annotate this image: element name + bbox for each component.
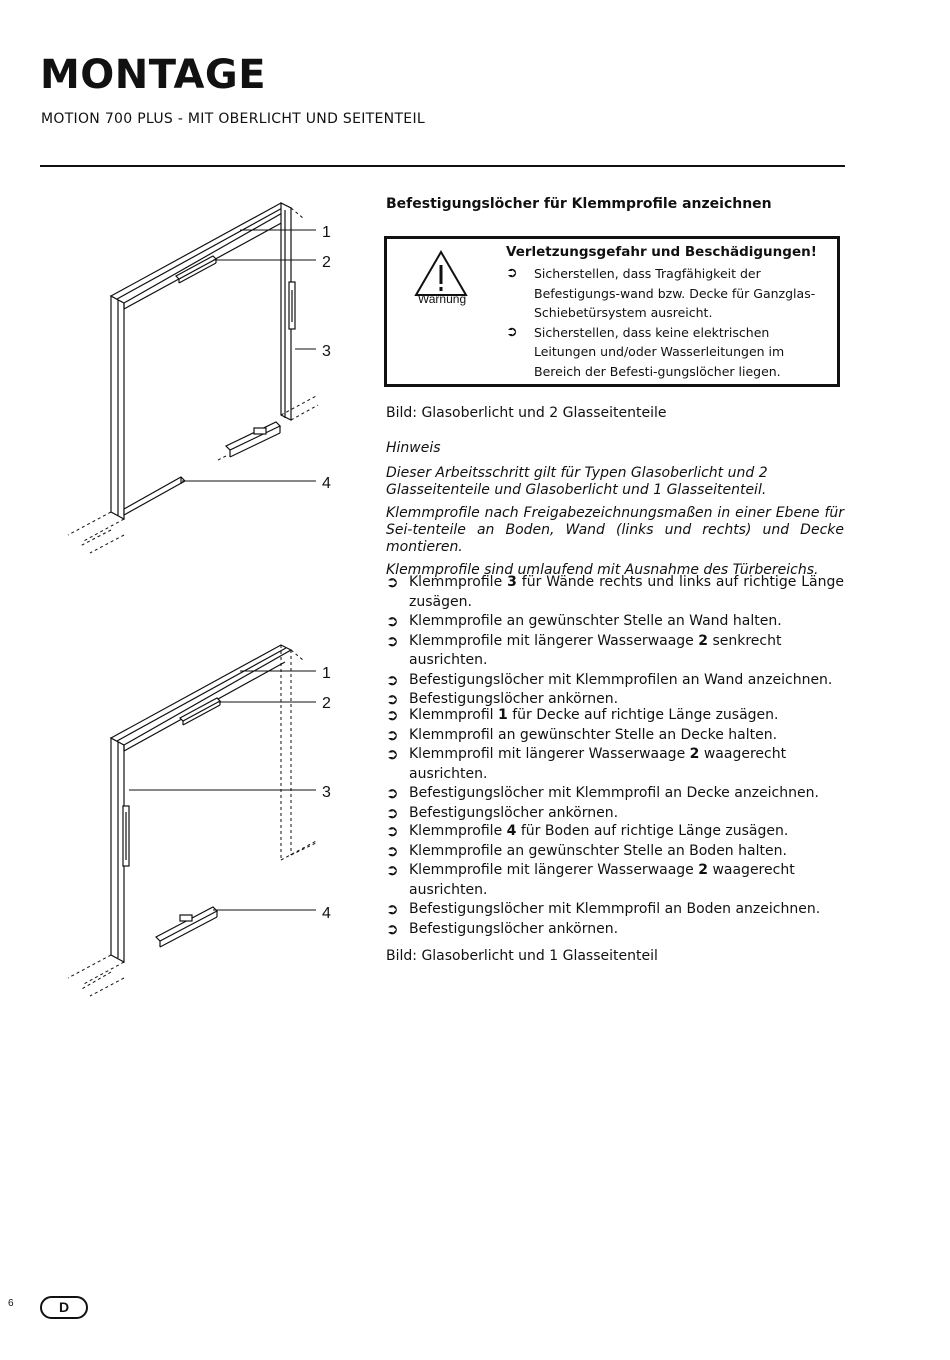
arrow-bullet-icon: ➲ — [386, 631, 399, 650]
figure-caption-1: Bild: Glasoberlicht und 2 Glasseitenteile — [386, 405, 667, 421]
step-text: Befestigungslöcher mit Klemmprofil an Boden anzeichnen. — [409, 901, 821, 917]
hinweis-heading: Hinweis — [386, 440, 441, 456]
figure2-label-4: 4 — [322, 905, 331, 922]
arrow-bullet-icon: ➲ — [386, 573, 399, 591]
step-item — [386, 804, 844, 824]
language-badge: D — [40, 1296, 88, 1319]
figure1-label-3: 3 — [322, 343, 331, 360]
figure1-label-1: 1 — [322, 224, 331, 241]
arrow-bullet-icon: ➲ — [386, 784, 399, 802]
step-text: Befestigungslöcher ankörnen. — [409, 691, 619, 707]
steps-floor — [386, 822, 844, 939]
step-item — [386, 612, 844, 632]
step-item — [386, 842, 844, 862]
steps-wall — [386, 573, 844, 710]
step-text: Klemmprofile an gewünschter Stelle an Boden halten. — [409, 842, 787, 859]
arrow-bullet-icon: ➲ — [386, 612, 399, 630]
figure-glasoberlicht-2-seitenteile — [60, 195, 360, 560]
step-text: Klemmprofil mit längerer Wasserwaage 2 waagerecht ausrichten. — [409, 746, 787, 782]
step-text: Befestigungslöcher ankörnen. — [409, 804, 619, 821]
step-text: Klemmprofil an gewünschter Stelle an Decke halten. — [409, 726, 778, 743]
step-text: Klemmprofile 4 für Boden auf richtige Länge zusägen. — [409, 823, 789, 839]
hinweis-paragraph: Dieser Arbeitsschritt gilt für Typen Glasoberlicht und 2 Glasseitenteile und Glasoberlicht und 1 Glasseitenteil. — [386, 465, 768, 498]
step-item — [386, 726, 844, 746]
step-item — [386, 920, 844, 940]
figure2-label-3: 3 — [322, 784, 331, 801]
arrow-bullet-icon: ➲ — [386, 822, 399, 840]
figure-glasoberlicht-1-seitenteil — [60, 630, 360, 1000]
hinweis-paragraph: Klemmprofile sind umlaufend mit Ausnahme des Türbereichs. — [386, 562, 819, 578]
figure2-label-1: 1 — [322, 665, 331, 682]
step-item — [386, 671, 844, 691]
arrow-bullet-icon: ➲ — [386, 690, 399, 708]
step-text: Klemmprofile mit längerer Wasserwaage 2 waagerecht ausrichten. — [409, 862, 795, 898]
page-subtitle: MOTION 700 PLUS - MIT OBERLICHT UND SEITENTEIL — [41, 111, 425, 127]
step-item — [386, 900, 844, 920]
figure1-label-2: 2 — [322, 254, 331, 271]
arrow-bullet-icon: ➲ — [506, 323, 518, 340]
step-text: Klemmprofile 3 für Wände rechts und links auf richtige Länge zusägen. — [409, 574, 844, 610]
arrow-bullet-icon: ➲ — [386, 900, 399, 918]
step-text: Befestigungslöcher ankörnen. — [409, 920, 619, 937]
warning-label: Warnung — [417, 292, 467, 306]
step-item — [386, 632, 844, 671]
arrow-bullet-icon: ➲ — [386, 861, 399, 879]
step-item — [386, 822, 844, 842]
arrow-bullet-icon: ➲ — [386, 725, 399, 744]
step-text: Klemmprofile an gewünschter Stelle an Wand halten. — [409, 613, 782, 629]
arrow-bullet-icon: ➲ — [386, 706, 399, 724]
step-item — [386, 706, 844, 726]
arrow-bullet-icon: ➲ — [386, 841, 399, 860]
warning-bullet-text: Sicherstellen, dass Tragfähigkeit der Befestigungs-wand bzw. Decke für Ganzglas-Schiebetürsystem ausreicht. — [534, 266, 816, 320]
arrow-bullet-icon: ➲ — [386, 803, 399, 822]
step-text: Klemmprofil 1 für Decke auf richtige Länge zusägen. — [409, 707, 779, 723]
arrow-bullet-icon: ➲ — [386, 919, 399, 938]
step-item — [386, 861, 844, 900]
section-heading: Befestigungslöcher für Klemmprofile anzeichnen — [386, 196, 772, 212]
page-number: 6 — [8, 1298, 14, 1309]
step-text: Befestigungslöcher mit Klemmprofilen an Wand anzeichnen. — [409, 671, 833, 688]
steps-ceiling — [386, 706, 844, 823]
step-text: Klemmprofile mit längerer Wasserwaage 2 senkrecht ausrichten. — [409, 632, 782, 668]
arrow-bullet-icon: ➲ — [386, 670, 399, 689]
hinweis-paragraph: Klemmprofile nach Freigabezeichnungsmaßen in einer Ebene für Sei-tenteile an Boden, Wand (links und rechts) und Decke montieren. — [386, 505, 844, 555]
figure1-label-4: 4 — [322, 475, 331, 492]
arrow-bullet-icon: ➲ — [386, 745, 399, 763]
step-item — [386, 784, 844, 804]
arrow-bullet-icon: ➲ — [506, 265, 518, 281]
warning-title: Verletzungsgefahr und Beschädigungen! — [506, 244, 817, 260]
figure2-label-2: 2 — [322, 695, 331, 712]
warning-bullet-text: Sicherstellen, dass keine elektrischen Leitungen und/oder Wasserleitungen im Bereich der Befesti-gungslöcher liegen. — [534, 324, 785, 379]
warning-bullet — [506, 264, 834, 323]
step-item — [386, 745, 844, 784]
warning-bullets — [506, 264, 834, 381]
step-text: Befestigungslöcher mit Klemmprofil an Decke anzeichnen. — [409, 785, 819, 801]
warning-bullet — [506, 323, 834, 382]
page-title: MONTAGE — [40, 52, 267, 98]
header-divider — [40, 165, 845, 167]
hinweis-block — [386, 440, 844, 585]
figure-caption-2: Bild: Glasoberlicht und 1 Glasseitenteil — [386, 948, 658, 964]
step-item — [386, 573, 844, 612]
